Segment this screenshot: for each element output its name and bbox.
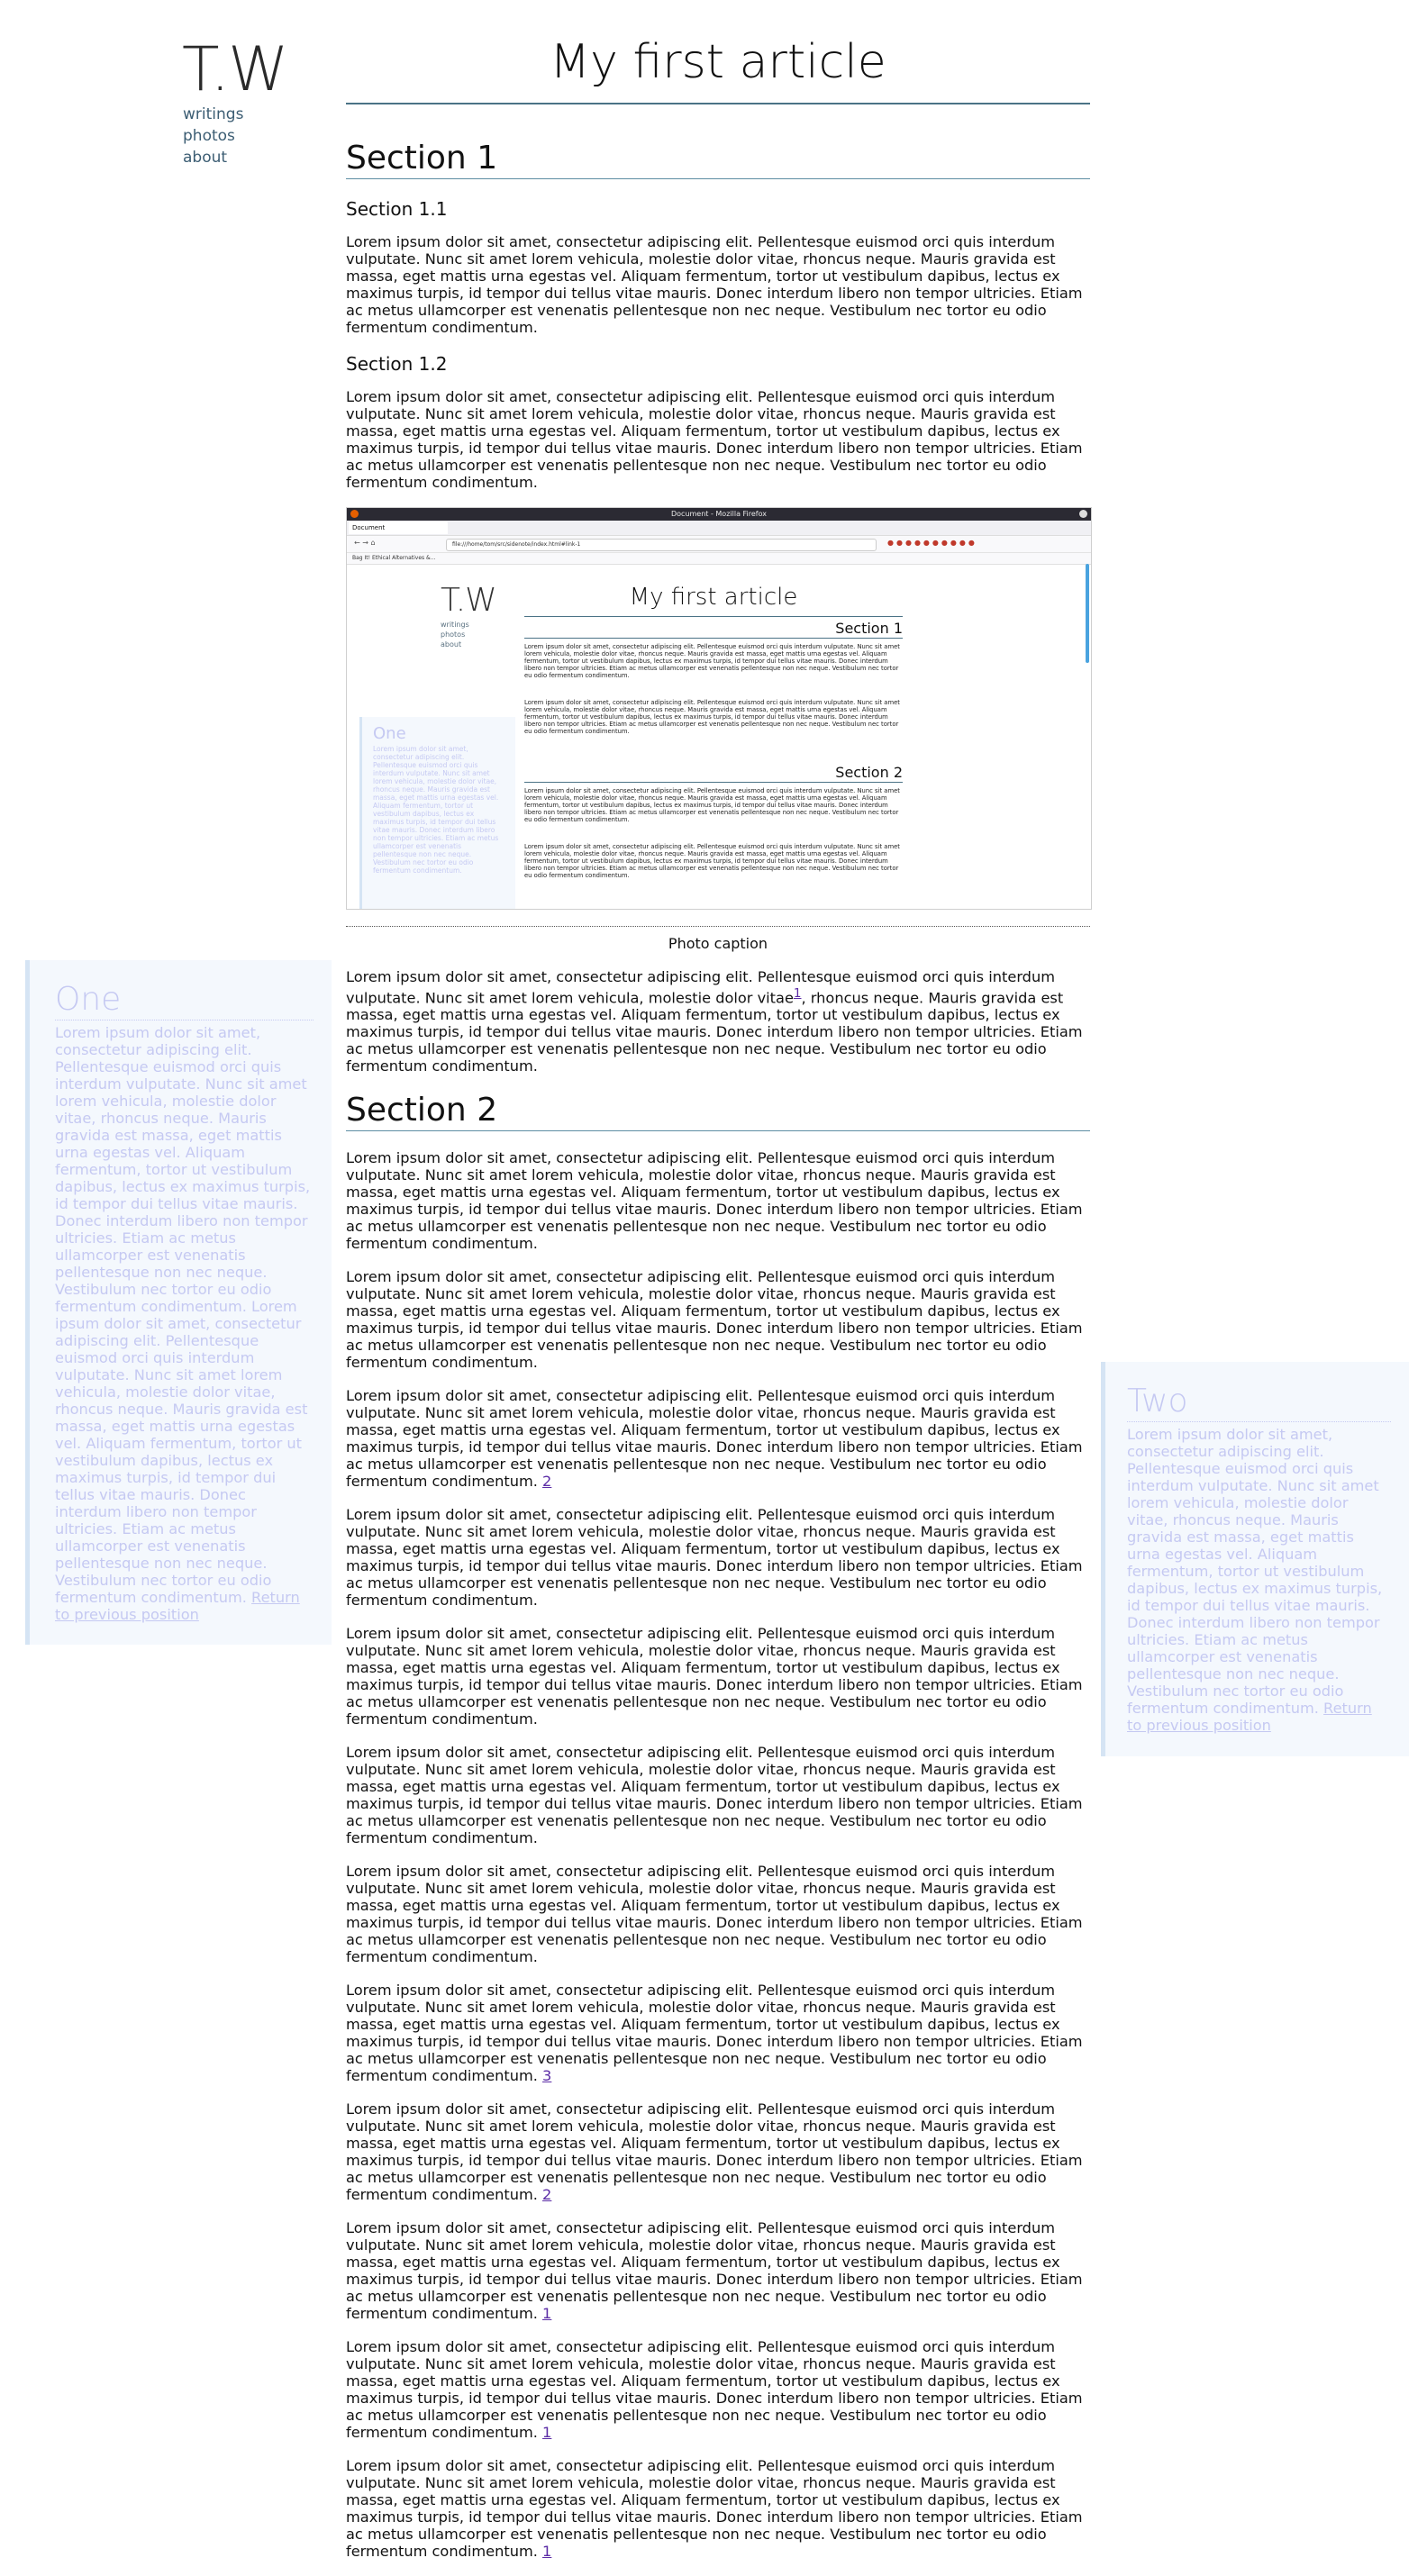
mini-logo: T.W [441, 582, 496, 619]
mini-sidenote-title: One [373, 724, 406, 743]
paragraph-tail: , rhoncus neque. Mauris gravida est massa, eget mattis urna egestas vel. Aliquam fermentum, tortor ut vestibulum dapibus, lectus ex maximus turpis, id tempor dui tellus vitae mauris. Donec interdum libero non tempor ultricies. Etiam ac metus ullamcorper est venenatis pellentesque non nec neque. Vestibulum nec tortor eu odio fermentum condimentum. [346, 989, 1083, 1075]
section-1-heading: Section 1 [346, 139, 1090, 179]
browser-tab: Document [349, 522, 448, 534]
browser-scrollbar [1086, 564, 1089, 663]
paragraph-text: Lorem ipsum dolor sit amet, consectetur adipiscing elit. Pellentesque euismod orci quis interdum vulputate. Nunc sit amet lorem vehicula, molestie dolor vitae, rhoncus neque. Mauris gravida est massa, eget mattis urna egestas vel. Aliquam fermentum, tortor ut vestibulum dapibus, lectus ex maximus turpis, id tempor dui tellus vitae mauris. Donec interdum libero non tempor ultricies. Etiam ac metus ullamcorper est venenatis pellentesque non nec neque. Vestibulum nec tortor eu odio fermentum condimentum. [346, 1506, 1083, 1610]
footnote-link[interactable]: 1 [542, 2543, 552, 2561]
figure-screenshot [346, 507, 1092, 910]
paragraph [346, 1863, 1090, 1965]
paragraph-text: Lorem ipsum dolor sit amet, consectetur adipiscing elit. Pellentesque euismod orci quis interdum vulputate. Nunc sit amet lorem vehicula, molestie dolor vitae, rhoncus neque. Mauris gravida est massa, eget mattis urna egestas vel. Aliquam fermentum, tortor ut vestibulum dapibus, lectus ex maximus turpis, id tempor dui tellus vitae mauris. Donec interdum libero non tempor ultricies. Etiam ac metus ullamcorper est venenatis pellentesque non nec neque. Vestibulum nec tortor eu odio fermentum condimentum. [346, 2457, 1083, 2561]
mini-paragraph: Lorem ipsum dolor sit amet, consectetur adipiscing elit. Pellentesque euismod orci quis interdum vulputate. Nunc sit amet lorem vehicula, molestie dolor vitae, rhoncus neque. Mauris gravida est massa, eget mattis urna egestas vel. Aliquam fermentum, tortor ut vestibulum dapibus, lectus ex maximus turpis, id tempor dui tellus vitae mauris. Donec interdum libero non tempor ultricies. Etiam ac metus ullamcorper est venenatis pellentesque non nec neque. Vestibulum nec tortor eu odio fermentum condimentum. [524, 843, 900, 879]
browser-nav-icons: ← → ⌂ [354, 539, 376, 547]
mini-title: My first article [629, 584, 798, 611]
sidenote-body [55, 1024, 314, 1623]
browser-url: file:///home/tom/src/sidenote/index.html#link-1 [446, 539, 877, 551]
footnote-link[interactable]: 3 [542, 2067, 552, 2085]
browser-window-title: Document - Mozilla Firefox [670, 510, 767, 518]
mini-nav-writings: writings [441, 621, 469, 629]
nav-link-photos[interactable]: photos [183, 127, 235, 145]
figure [346, 507, 1090, 954]
browser-close-icon [1079, 510, 1087, 518]
mini-section-2: Section 2 [835, 764, 903, 781]
mini-section-1: Section 1 [835, 620, 903, 637]
paragraph [346, 2338, 1090, 2441]
browser-titlebar [347, 508, 1091, 521]
return-link[interactable]: Return to previous position [1127, 1700, 1372, 1734]
sidenote-one [25, 960, 332, 1645]
mini-paragraph: Lorem ipsum dolor sit amet, consectetur adipiscing elit. Pellentesque euismod orci quis interdum vulputate. Nunc sit amet lorem vehicula, molestie dolor vitae, rhoncus neque. Mauris gravida est massa, eget mattis urna egestas vel. Aliquam fermentum, tortor ut vestibulum dapibus, lectus ex maximus turpis, id tempor dui tellus vitae mauris. Donec interdum libero non tempor ultricies. Etiam ac metus ullamcorper est venenatis pellentesque non nec neque. Vestibulum nec tortor eu odio fermentum condimentum. [524, 699, 900, 735]
sidenote-body [1127, 1426, 1391, 1734]
paragraph-with-footnote [346, 968, 1090, 1075]
mini-paragraph: Lorem ipsum dolor sit amet, consectetur adipiscing elit. Pellentesque euismod orci quis interdum vulputate. Nunc sit amet lorem vehicula, molestie dolor vitae, rhoncus neque. Mauris gravida est massa, eget mattis urna egestas vel. Aliquam fermentum, tortor ut vestibulum dapibus, lectus ex maximus turpis, id tempor dui tellus vitae mauris. Donec interdum libero non tempor ultricies. Etiam ac metus ullamcorper est venenatis pellentesque non nec neque. Vestibulum nec tortor eu odio fermentum condimentum. [524, 787, 900, 823]
footnote-link[interactable]: 2 [542, 1473, 552, 1491]
paragraph [346, 1387, 1090, 1490]
footnote-link[interactable]: 1 [542, 2305, 552, 2323]
section-1-1-heading: Section 1.1 [346, 198, 448, 220]
mini-paragraph: Lorem ipsum dolor sit amet, consectetur adipiscing elit. Pellentesque euismod orci quis interdum vulputate. Nunc sit amet lorem vehicula, molestie dolor vitae, rhoncus neque. Mauris gravida est massa, eget mattis urna egestas vel. Aliquam fermentum, tortor ut vestibulum dapibus, lectus ex maximus turpis, id tempor dui tellus vitae mauris. Donec interdum libero non tempor ultricies. Etiam ac metus ullamcorper est venenatis pellentesque non nec neque. Vestibulum nec tortor eu odio fermentum condimentum. [524, 643, 900, 679]
mini-sidenote-body: Lorem ipsum dolor sit amet, consectetur adipiscing elit. Pellentesque euismod orci quis interdum vulputate. Nunc sit amet lorem vehicula, molestie dolor vitae, rhoncus neque. Mauris gravida est massa, eget mattis urna egestas vel. Aliquam fermentum, tortor ut vestibulum dapibus, lectus ex maximus turpis, id tempor dui tellus vitae mauris. Donec interdum libero non tempor ultricies. Etiam ac metus ullamcorper est venenatis pellentesque non nec neque. Vestibulum nec tortor eu odio fermentum condimentum. [373, 745, 499, 875]
paragraph-text: Lorem ipsum dolor sit amet, consectetur adipiscing elit. Pellentesque euismod orci quis interdum vulputate. Nunc sit amet lorem vehicula, molestie dolor vitae, rhoncus neque. Mauris gravida est massa, eget mattis urna egestas vel. Aliquam fermentum, tortor ut vestibulum dapibus, lectus ex maximus turpis, id tempor dui tellus vitae mauris. Donec interdum libero non tempor ultricies. Etiam ac metus ullamcorper est venenatis pellentesque non nec neque. Vestibulum nec tortor eu odio fermentum condimentum. [346, 1744, 1083, 1847]
sidenote-text: Lorem ipsum dolor sit amet, consectetur adipiscing elit. Pellentesque euismod orci quis interdum vulputate. Nunc sit amet lorem vehicula, molestie dolor vitae, rhoncus neque. Mauris gravida est massa, eget mattis urna egestas vel. Aliquam fermentum, tortor ut vestibulum dapibus, lectus ex maximus turpis, id tempor dui tellus vitae mauris. Donec interdum libero non tempor ultricies. Etiam ac metus ullamcorper est venenatis pellentesque non nec neque. Vestibulum nec tortor eu odio fermentum condimentum. Lorem ipsum dolor sit amet, consectetur adipiscing elit. Pellentesque euismod orci quis interdum vulputate. Nunc sit amet lorem vehicula, molestie dolor vitae, rhoncus neque. Mauris gravida est massa, eget mattis urna egestas vel. Aliquam fermentum, tortor ut vestibulum dapibus, lectus ex maximus turpis, id tempor dui tellus vitae mauris. Donec interdum libero non tempor ultricies. Etiam ac metus ullamcorper est venenatis pellentesque non nec neque. Vestibulum nec tortor eu odio fermentum condimentum. [55, 1024, 311, 1606]
paragraph: Lorem ipsum dolor sit amet, consectetur adipiscing elit. Pellentesque euismod orci quis interdum vulputate. Nunc sit amet lorem vehicula, molestie dolor vitae, rhoncus neque. Mauris gravida est massa, eget mattis urna egestas vel. Aliquam fermentum, tortor ut vestibulum dapibus, lectus ex maximus turpis, id tempor dui tellus vitae mauris. Donec interdum libero non tempor ultricies. Etiam ac metus ullamcorper est venenatis pellentesque non nec neque. Vestibulum nec tortor eu odio fermentum condimentum. [346, 388, 1083, 491]
paragraph: Lorem ipsum dolor sit amet, consectetur adipiscing elit. Pellentesque euismod orci quis interdum vulputate. Nunc sit amet lorem vehicula, molestie dolor vitae, rhoncus neque. Mauris gravida est massa, eget mattis urna egestas vel. Aliquam fermentum, tortor ut vestibulum dapibus, lectus ex maximus turpis, id tempor dui tellus vitae mauris. Donec interdum libero non tempor ultricies. Etiam ac metus ullamcorper est venenatis pellentesque non nec neque. Vestibulum nec tortor eu odio fermentum condimentum. [346, 233, 1083, 336]
section-2-heading: Section 2 [346, 1091, 1090, 1131]
sidenote-two [1101, 1362, 1409, 1756]
page-title: My first article [346, 27, 1090, 104]
paragraph [346, 2219, 1090, 2322]
paragraph-text: Lorem ipsum dolor sit amet, consectetur adipiscing elit. Pellentesque euismod orci quis interdum vulputate. Nunc sit amet lorem vehicula, molestie dolor vitae, rhoncus neque. Mauris gravida est massa, eget mattis urna egestas vel. Aliquam fermentum, tortor ut vestibulum dapibus, lectus ex maximus turpis, id tempor dui tellus vitae mauris. Donec interdum libero non tempor ultricies. Etiam ac metus ullamcorper est venenatis pellentesque non nec neque. Vestibulum nec tortor eu odio fermentum condimentum. [346, 1982, 1083, 2085]
firefox-logo-icon [350, 510, 359, 518]
paragraph-text: Lorem ipsum dolor sit amet, consectetur adipiscing elit. Pellentesque euismod orci quis interdum vulputate. Nunc sit amet lorem vehicula, molestie dolor vitae, rhoncus neque. Mauris gravida est massa, eget mattis urna egestas vel. Aliquam fermentum, tortor ut vestibulum dapibus, lectus ex maximus turpis, id tempor dui tellus vitae mauris. Donec interdum libero non tempor ultricies. Etiam ac metus ullamcorper est venenatis pellentesque non nec neque. Vestibulum nec tortor eu odio fermentum condimentum. [346, 1625, 1083, 1728]
paragraph-head: Lorem ipsum dolor sit amet, consectetur adipiscing elit. Pellentesque euismod orci quis interdum vulputate. Nunc sit amet lorem vehicula, molestie dolor vitae [346, 968, 1055, 1007]
nav-link-about[interactable]: about [183, 149, 228, 167]
paragraph-text: Lorem ipsum dolor sit amet, consectetur adipiscing elit. Pellentesque euismod orci quis interdum vulputate. Nunc sit amet lorem vehicula, molestie dolor vitae, rhoncus neque. Mauris gravida est massa, eget mattis urna egestas vel. Aliquam fermentum, tortor ut vestibulum dapibus, lectus ex maximus turpis, id tempor dui tellus vitae mauris. Donec interdum libero non tempor ultricies. Etiam ac metus ullamcorper est venenatis pellentesque non nec neque. Vestibulum nec tortor eu odio fermentum condimentum. [346, 1863, 1083, 1966]
mini-nav-photos: photos [441, 630, 466, 639]
footnote-link[interactable]: 1 [542, 2424, 552, 2442]
mini-nav-about: about [441, 640, 462, 649]
paragraph-text: Lorem ipsum dolor sit amet, consectetur adipiscing elit. Pellentesque euismod orci quis interdum vulputate. Nunc sit amet lorem vehicula, molestie dolor vitae, rhoncus neque. Mauris gravida est massa, eget mattis urna egestas vel. Aliquam fermentum, tortor ut vestibulum dapibus, lectus ex maximus turpis, id tempor dui tellus vitae mauris. Donec interdum libero non tempor ultricies. Etiam ac metus ullamcorper est venenatis pellentesque non nec neque. Vestibulum nec tortor eu odio fermentum condimentum. [346, 1387, 1083, 1491]
section-1-2-heading: Section 1.2 [346, 353, 448, 375]
mini-rule [524, 782, 903, 783]
paragraph [346, 2457, 1090, 2560]
browser-toolbar [347, 536, 1091, 553]
sidenote-title: Two [1127, 1382, 1391, 1422]
nav-link-writings[interactable]: writings [183, 105, 244, 123]
paragraph [346, 2100, 1090, 2203]
mini-rule [524, 616, 903, 617]
paragraph-text: Lorem ipsum dolor sit amet, consectetur adipiscing elit. Pellentesque euismod orci quis interdum vulputate. Nunc sit amet lorem vehicula, molestie dolor vitae, rhoncus neque. Mauris gravida est massa, eget mattis urna egestas vel. Aliquam fermentum, tortor ut vestibulum dapibus, lectus ex maximus turpis, id tempor dui tellus vitae mauris. Donec interdum libero non tempor ultricies. Etiam ac metus ullamcorper est venenatis pellentesque non nec neque. Vestibulum nec tortor eu odio fermentum condimentum. [346, 1268, 1083, 1372]
paragraph-text: Lorem ipsum dolor sit amet, consectetur adipiscing elit. Pellentesque euismod orci quis interdum vulputate. Nunc sit amet lorem vehicula, molestie dolor vitae, rhoncus neque. Mauris gravida est massa, eget mattis urna egestas vel. Aliquam fermentum, tortor ut vestibulum dapibus, lectus ex maximus turpis, id tempor dui tellus vitae mauris. Donec interdum libero non tempor ultricies. Etiam ac metus ullamcorper est venenatis pellentesque non nec neque. Vestibulum nec tortor eu odio fermentum condimentum. [346, 1149, 1083, 1253]
mini-nav [441, 620, 469, 649]
paragraph [346, 1625, 1090, 1728]
browser-page [347, 564, 1082, 909]
paragraph-text: Lorem ipsum dolor sit amet, consectetur adipiscing elit. Pellentesque euismod orci quis interdum vulputate. Nunc sit amet lorem vehicula, molestie dolor vitae, rhoncus neque. Mauris gravida est massa, eget mattis urna egestas vel. Aliquam fermentum, tortor ut vestibulum dapibus, lectus ex maximus turpis, id tempor dui tellus vitae mauris. Donec interdum libero non tempor ultricies. Etiam ac metus ullamcorper est venenatis pellentesque non nec neque. Vestibulum nec tortor eu odio fermentum condimentum. [346, 2338, 1083, 2442]
site-logo[interactable]: T.W [182, 34, 287, 105]
site-nav [183, 104, 243, 168]
footnote-link[interactable]: 1 [793, 986, 802, 1001]
browser-tabstrip [347, 521, 1091, 536]
article [346, 27, 1090, 2576]
browser-toolbar-icons: ●●●●●●●●●● [887, 539, 977, 547]
paragraph-text: Lorem ipsum dolor sit amet, consectetur adipiscing elit. Pellentesque euismod orci quis interdum vulputate. Nunc sit amet lorem vehicula, molestie dolor vitae, rhoncus neque. Mauris gravida est massa, eget mattis urna egestas vel. Aliquam fermentum, tortor ut vestibulum dapibus, lectus ex maximus turpis, id tempor dui tellus vitae mauris. Donec interdum libero non tempor ultricies. Etiam ac metus ullamcorper est venenatis pellentesque non nec neque. Vestibulum nec tortor eu odio fermentum condimentum. [346, 2219, 1083, 2323]
mini-rule [524, 638, 903, 639]
paragraph [346, 1982, 1090, 2084]
mini-sidenote [359, 717, 515, 910]
sidenote-text: Lorem ipsum dolor sit amet, consectetur adipiscing elit. Pellentesque euismod orci quis interdum vulputate. Nunc sit amet lorem vehicula, molestie dolor vitae, rhoncus neque. Mauris gravida est massa, eget mattis urna egestas vel. Aliquam fermentum, tortor ut vestibulum dapibus, lectus ex maximus turpis, id tempor dui tellus vitae mauris. Donec interdum libero non tempor ultricies. Etiam ac metus ullamcorper est venenatis pellentesque non nec neque. Vestibulum nec tortor eu odio fermentum condimentum. [1127, 1426, 1383, 1717]
return-link[interactable]: Return to previous position [55, 1589, 300, 1623]
footnote-link[interactable]: 2 [542, 2186, 552, 2204]
sidenote-title: One [55, 980, 314, 1020]
paragraph [346, 1268, 1090, 1371]
paragraph-text: Lorem ipsum dolor sit amet, consectetur adipiscing elit. Pellentesque euismod orci quis interdum vulputate. Nunc sit amet lorem vehicula, molestie dolor vitae, rhoncus neque. Mauris gravida est massa, eget mattis urna egestas vel. Aliquam fermentum, tortor ut vestibulum dapibus, lectus ex maximus turpis, id tempor dui tellus vitae mauris. Donec interdum libero non tempor ultricies. Etiam ac metus ullamcorper est venenatis pellentesque non nec neque. Vestibulum nec tortor eu odio fermentum condimentum. [346, 2100, 1083, 2204]
paragraph [346, 1506, 1090, 1609]
section-2-body [346, 1149, 1090, 2560]
browser-bookmarks: Bag It! Ethical Alternatives &... [347, 553, 1091, 565]
figure-caption: Photo caption [346, 926, 1090, 954]
paragraph [346, 1149, 1090, 1252]
paragraph [346, 1744, 1090, 1846]
